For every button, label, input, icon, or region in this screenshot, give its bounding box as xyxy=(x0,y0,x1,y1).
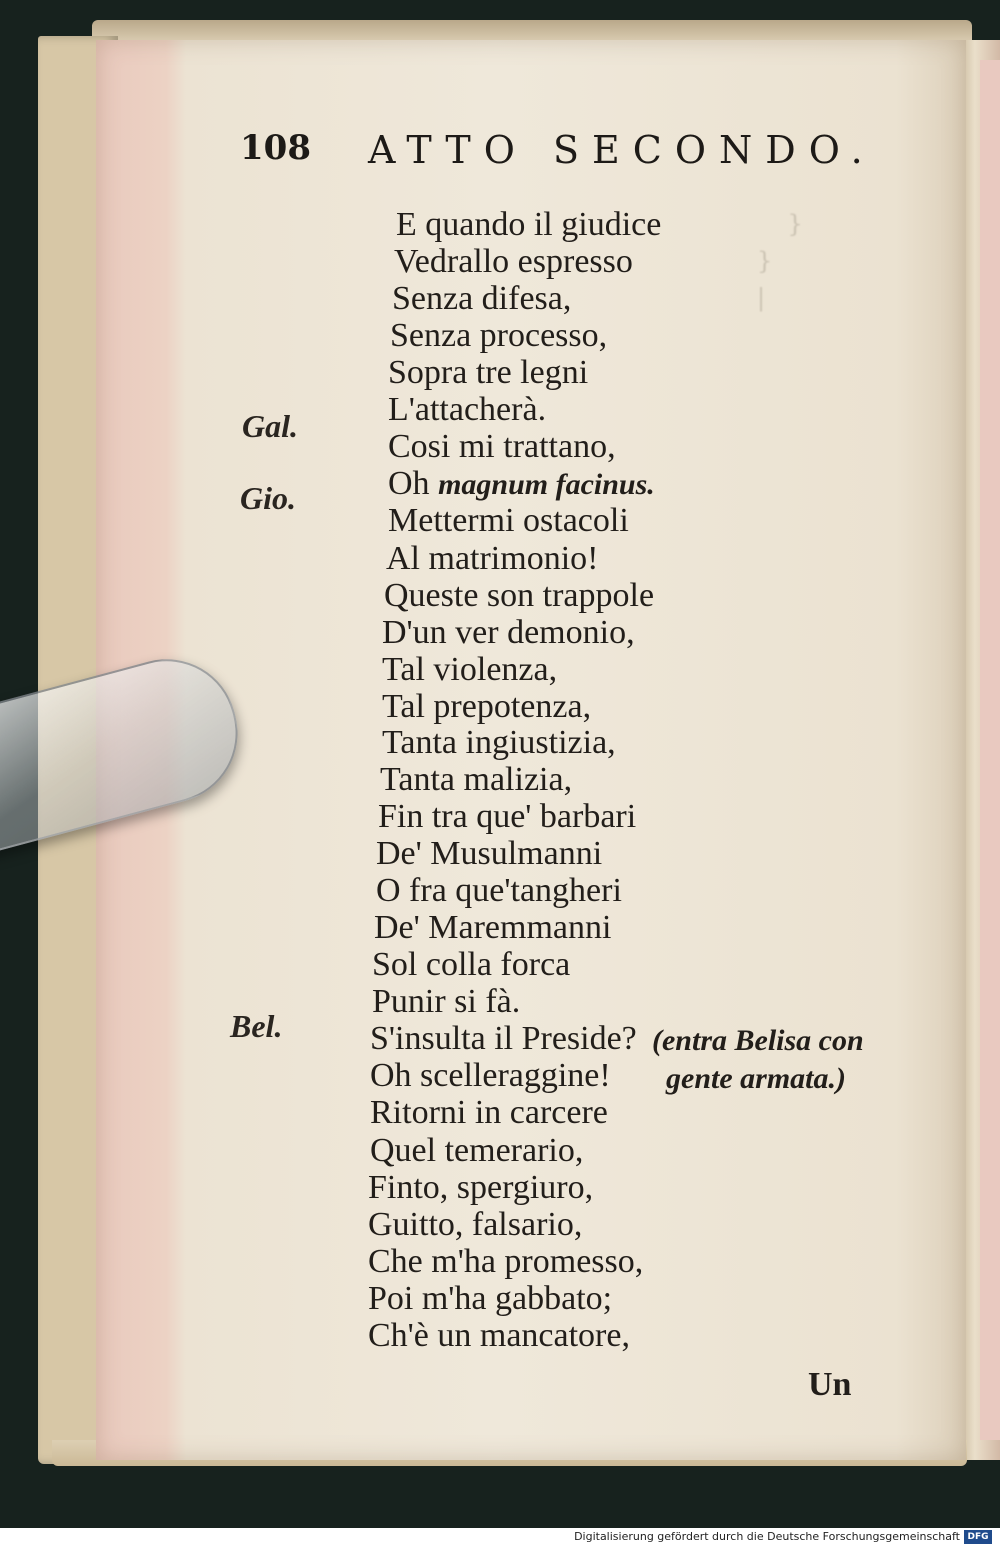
verse-line: Senza processo, xyxy=(390,317,608,354)
verse-line: Vedrallo espresso xyxy=(394,243,633,280)
footer-credit: Digitalisierung gefördert durch die Deutsche Forschungsgemeinschaft xyxy=(574,1530,960,1543)
dfg-logo-icon: DFG xyxy=(964,1530,992,1544)
verse-line: Al matrimonio! xyxy=(386,540,599,577)
verse-line: D'un ver demonio, xyxy=(382,614,635,651)
stage-direction-line-2: gente armata.) xyxy=(666,1062,846,1095)
verse-line: Tal violenza, xyxy=(382,651,558,688)
verse-line: Senza difesa, xyxy=(392,280,572,317)
page-header xyxy=(240,128,900,178)
verse-line: Cosi mi trattano, xyxy=(388,428,616,465)
verse-line: Queste son trappole xyxy=(384,577,655,614)
verse-line: Quel temerario, xyxy=(370,1132,584,1169)
page-number: 108 xyxy=(240,128,311,168)
verse-line-with-latin xyxy=(388,465,655,503)
latin-phrase: magnum facinus. xyxy=(438,468,655,501)
running-title: ATTO SECONDO. xyxy=(368,128,876,172)
verse-line: L'attacherà. xyxy=(388,391,547,428)
verse-line-oh: Oh xyxy=(388,465,430,502)
right-page-edge-tint xyxy=(980,60,1000,1440)
verse-line: De' Maremmanni xyxy=(374,909,612,946)
verse-line: Finto, spergiuro, xyxy=(368,1169,594,1206)
verse-line: Ch'è un mancatore, xyxy=(368,1317,630,1354)
verse-line: Sol colla forca xyxy=(372,946,571,983)
verse-line: Che m'ha promesso, xyxy=(368,1243,644,1280)
verse-line: Poi m'ha gabbato; xyxy=(368,1280,613,1317)
verse-line: Mettermi ostacoli xyxy=(388,502,629,539)
verse-line: Ritorni in carcere xyxy=(370,1094,608,1131)
verse-line: Guitto, falsario, xyxy=(368,1206,583,1243)
verse-line: Fin tra que' barbari xyxy=(378,798,637,835)
speaker-gal: Gal. xyxy=(242,408,298,444)
catchword: Un xyxy=(808,1366,852,1403)
speaker-bel: Bel. xyxy=(230,1008,283,1044)
verse-line: Tanta ingiustizia, xyxy=(382,724,616,761)
verse-line: Sopra tre legni xyxy=(388,354,589,391)
verse-line: S'insulta il Preside? xyxy=(370,1020,637,1057)
verse-line: O fra que'tangheri xyxy=(376,872,622,909)
stage-direction-line-1: (entra Belisa con xyxy=(652,1024,864,1057)
verse-line: Punir si fà. xyxy=(372,983,521,1020)
speaker-gio: Gio. xyxy=(240,480,296,516)
bleed-through-text: } } | xyxy=(757,210,803,312)
verse-line: Oh scelleraggine! xyxy=(370,1057,611,1094)
verse-line: E quando il giudice xyxy=(396,206,662,243)
footer-bar xyxy=(0,1528,1000,1548)
verse-line: Tal prepotenza, xyxy=(382,688,592,725)
verse-line: De' Musulmanni xyxy=(376,835,603,872)
verse-line: Tanta malizia, xyxy=(380,761,573,798)
